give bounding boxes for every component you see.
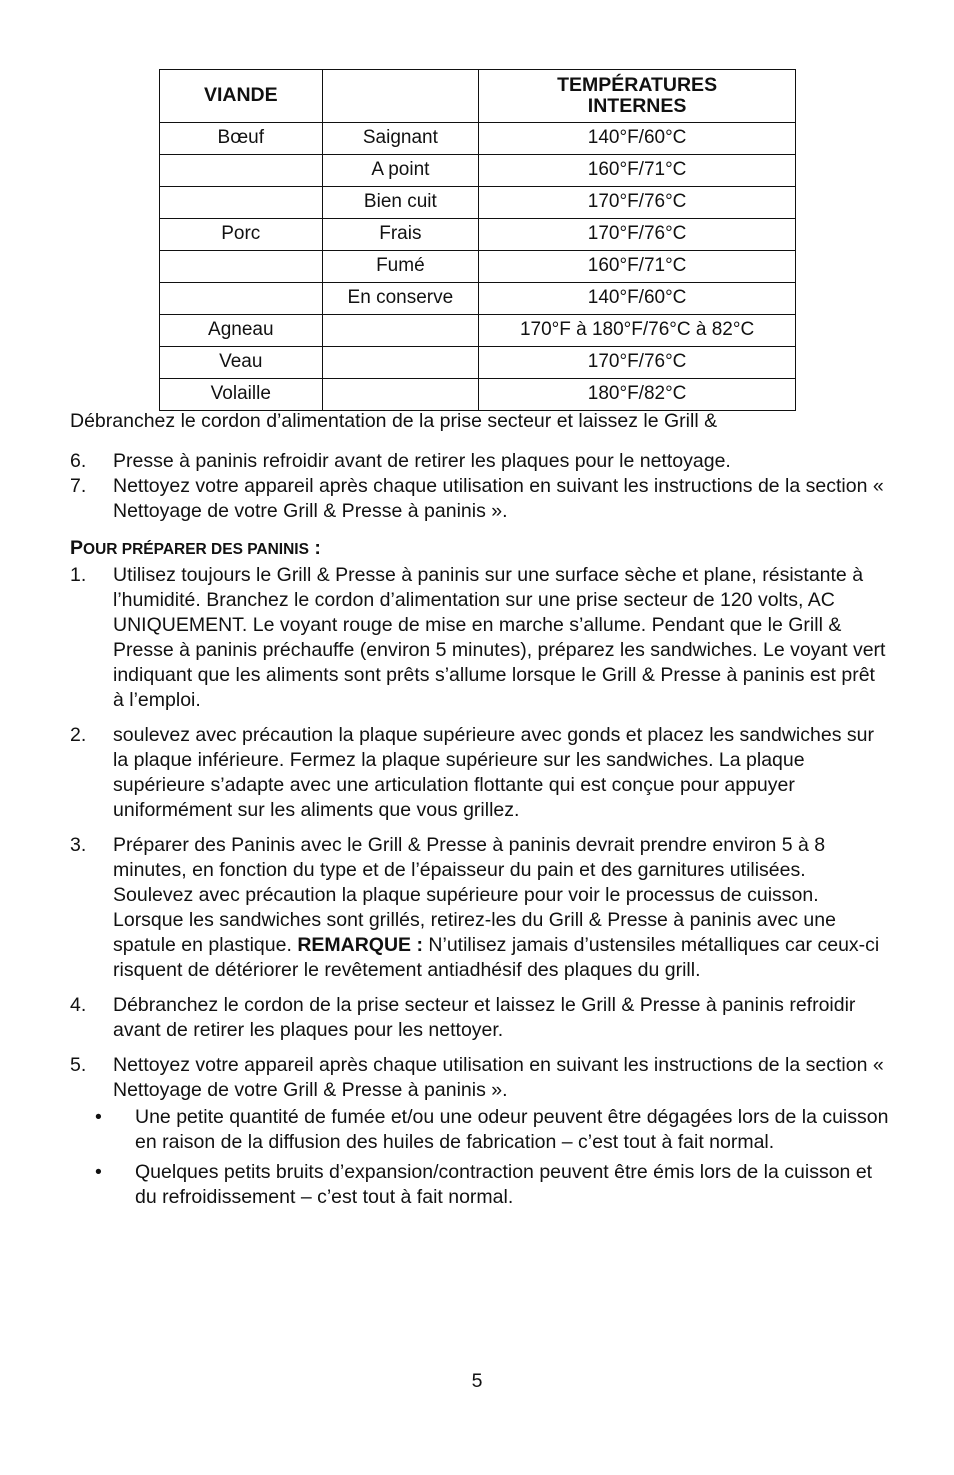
- temperature-cell: 170°F/76°C: [479, 219, 796, 251]
- table-header-row: [160, 70, 796, 123]
- list-item: [70, 1053, 890, 1103]
- temperature-cell: 170°F à 180°F/76°C à 82°C: [479, 315, 796, 347]
- intro-paragraph: Débranchez le cordon d’alimentation de la prise secteur et laissez le Grill &: [70, 410, 718, 432]
- table-row: [160, 251, 796, 283]
- table-row: [160, 283, 796, 315]
- temperature-cell: 140°F/60°C: [479, 123, 796, 155]
- temperature-cell: 180°F/82°C: [479, 379, 796, 411]
- doneness-cell: [322, 315, 479, 347]
- temperature-cell: 170°F/76°C: [479, 347, 796, 379]
- temperature-cell: 170°F/76°C: [479, 187, 796, 219]
- doneness-cell: Bien cuit: [322, 187, 479, 219]
- remark-text: N’utilisez jamais d’ustensiles métalliques car ceux-ci risquent de détériorer le revêtement antiadhésif des plaques du grill.: [113, 934, 880, 981]
- header-meat: VIANDE: [160, 70, 323, 123]
- list-item: [70, 1105, 890, 1155]
- table-row: [160, 123, 796, 155]
- step-text: Nettoyez votre appareil après chaque utilisation en suivant les instructions de la section « Nettoyage de votre Grill & Presse à paninis ».: [113, 1054, 884, 1101]
- step-number: 2.: [70, 724, 87, 746]
- temperature-cell: 160°F/71°C: [479, 155, 796, 187]
- list-item: [70, 993, 890, 1043]
- step-text: Presse à paninis refroidir avant de retirer les plaques pour le nettoyage.: [113, 450, 731, 472]
- step-number: 6.: [70, 450, 87, 472]
- meat-cell: [160, 251, 323, 283]
- doneness-cell: [322, 347, 479, 379]
- table-row: [160, 219, 796, 251]
- internal-temperature-table: [159, 69, 796, 411]
- list-item: [70, 723, 890, 823]
- step-text: Nettoyez votre appareil après chaque utilisation en suivant les instructions de la section « Nettoyage de votre Grill & Presse à paninis ».: [113, 475, 884, 522]
- remark-label: REMARQUE :: [297, 934, 423, 956]
- preparation-section: [70, 563, 890, 1215]
- section-heading: [70, 536, 890, 562]
- temperature-cell: 160°F/71°C: [479, 251, 796, 283]
- header-internal-temperatures: TEMPÉRATURES INTERNES: [479, 70, 796, 123]
- list-item: [70, 1160, 890, 1210]
- step-number: 1.: [70, 564, 87, 586]
- bullet-mark: •: [95, 1106, 102, 1128]
- step-number: 7.: [70, 475, 87, 497]
- step-number: 5.: [70, 1054, 87, 1076]
- heading-initial: P: [70, 537, 84, 559]
- heading-small-caps: OUR PRÉPARER DES PANINIS: [83, 541, 309, 558]
- list-item: [70, 563, 890, 713]
- table-row: [160, 155, 796, 187]
- notes-bullet-list: [70, 1105, 890, 1210]
- doneness-cell: En conserve: [322, 283, 479, 315]
- step-text: Préparer des Paninis avec le Grill & Presse à paninis devrait prendre environ 5 à 8 minutes, en fonction du type et de l’épaisseur du pain et des garnitures utilisées. Soulevez avec précaution la plaque supérieure pour voir le processus de cuisson. Lorsque les sandwiches sont grillés, retirez-les du Grill & Presse à paninis avec une spatule en plastique.: [113, 834, 836, 956]
- doneness-cell: Fumé: [322, 251, 479, 283]
- list-item: [70, 833, 890, 983]
- step-text: Utilisez toujours le Grill & Presse à paninis sur une surface sèche et plane, résistante à l’humidité. Branchez le cordon d’alimentation sur une prise secteur de 120 volts, AC UNIQUEMENT. Le voyant rouge de mise en marche s’allume. Pendant que le Grill & Presse à paninis préchauffe (environ 5 minutes), préparez les sandwiches. Le voyant vert indiquant que les aliments sont prêts s’allume lorsque le Grill & Presse à paninis est prêt à l’emploi.: [113, 564, 886, 711]
- step-text: Débranchez le cordon de la prise secteur et laissez le Grill & Presse à paninis refroidir avant de retirer les plaques pour les nettoyer.: [113, 994, 856, 1041]
- table-row: [160, 347, 796, 379]
- meat-cell: [160, 187, 323, 219]
- meat-cell: Bœuf: [160, 123, 323, 155]
- meat-cell: Veau: [160, 347, 323, 379]
- list-item: [70, 474, 890, 524]
- table-row: [160, 187, 796, 219]
- heading-colon: :: [308, 537, 321, 559]
- page-number: 5: [471, 1370, 483, 1392]
- meat-cell: Agneau: [160, 315, 323, 347]
- step-number: 4.: [70, 994, 87, 1016]
- doneness-cell: Saignant: [322, 123, 479, 155]
- doneness-cell: A point: [322, 155, 479, 187]
- step-number: 3.: [70, 834, 87, 856]
- step-text: soulevez avec précaution la plaque supérieure avec gonds et placez les sandwiches sur la plaque inférieure. Fermez la plaque supérieure sur les sandwiches. La plaque supérieure s’adapte avec une articulation flottante qui est conçue pour appuyer uniformément sur les aliments que vous grillez.: [113, 724, 874, 821]
- table-row: [160, 315, 796, 347]
- bullet-text: Une petite quantité de fumée et/ou une odeur peuvent être dégagées lors de la cuisson en raison de la diffusion des huiles de fabrication – c’est tout à fait normal.: [135, 1106, 889, 1153]
- meat-cell: [160, 283, 323, 315]
- doneness-cell: Frais: [322, 219, 479, 251]
- list-item: [70, 449, 890, 474]
- cleaning-steps-list: [70, 449, 890, 524]
- doneness-cell: [322, 379, 479, 411]
- preparation-steps-list: [70, 563, 890, 1103]
- temperature-cell: 140°F/60°C: [479, 283, 796, 315]
- bullet-mark: •: [95, 1161, 102, 1183]
- bullet-text: Quelques petits bruits d’expansion/contraction peuvent être émis lors de la cuisson et du refroidissement – c’est tout à fait normal.: [135, 1161, 873, 1208]
- header-doneness: [322, 70, 479, 123]
- table-row: [160, 379, 796, 411]
- meat-cell: Porc: [160, 219, 323, 251]
- meat-cell: Volaille: [160, 379, 323, 411]
- meat-cell: [160, 155, 323, 187]
